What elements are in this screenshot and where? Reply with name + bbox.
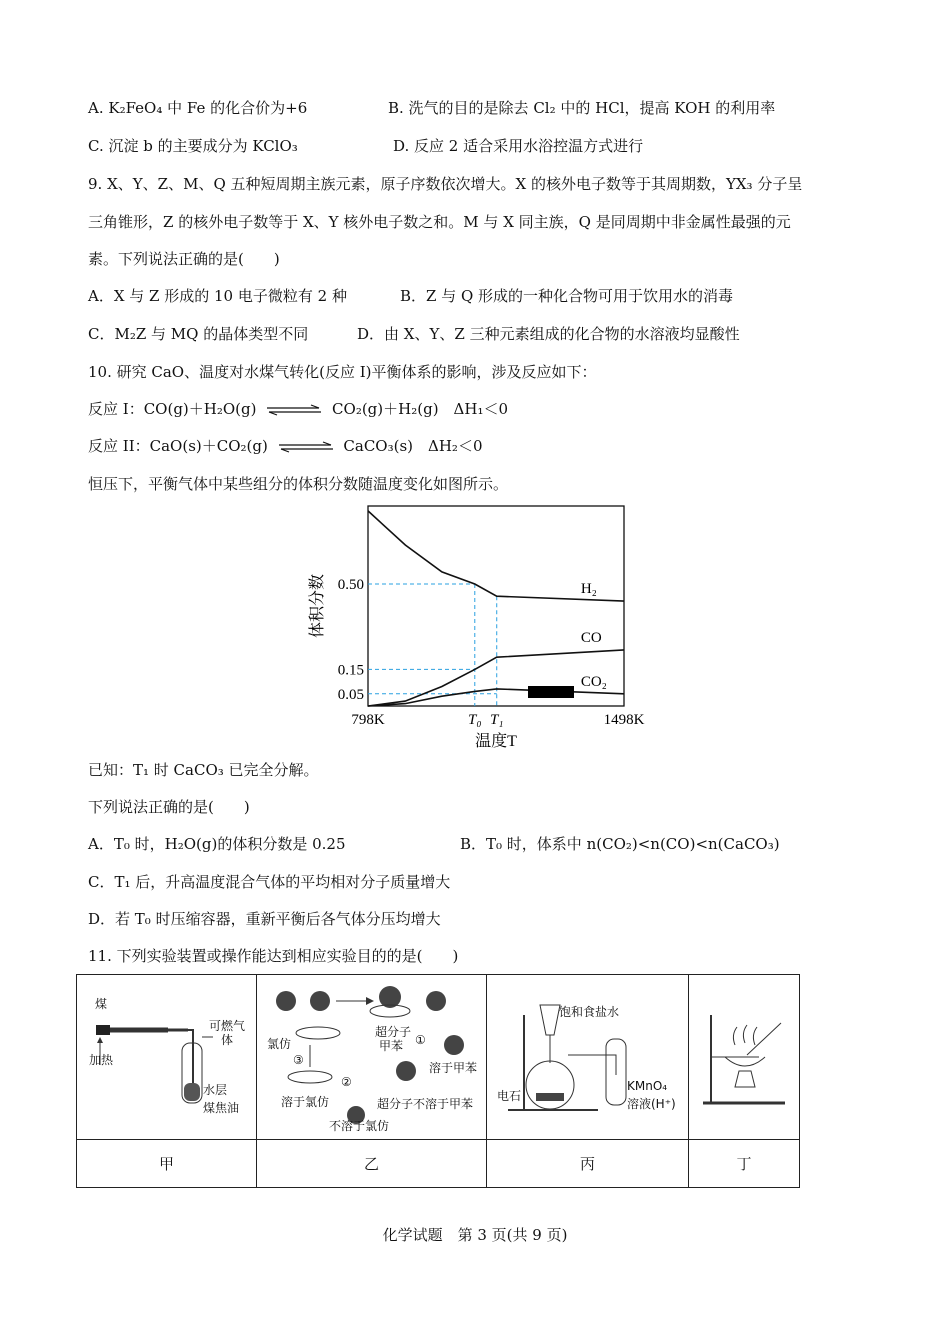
q9-option-b: B．Z 与 Q 形成的一种化合物可用于饮用水的消毒 — [400, 287, 734, 305]
volume-fraction-chart — [300, 500, 660, 760]
reaction-2-left: 反应 II：CaO(s)＋CO₂(g) — [88, 437, 268, 455]
step-1: ① — [415, 1033, 426, 1047]
q11-stem: 11. 下列实验装置或操作能达到相应实验目的的是( ) — [88, 947, 459, 965]
q10-option-c: C．T₁ 后，升高温度混合气体的平均相对分子质量增大 — [88, 873, 451, 891]
label-solution: 溶液(H⁺) — [627, 1097, 676, 1111]
label-brine: 饱和食盐水 — [559, 1005, 620, 1019]
q9-option-d: D．由 X、Y、Z 三种元素组成的化合物的水溶液均显酸性 — [357, 325, 740, 343]
y-tick-label: 0.50 — [337, 577, 364, 594]
q8-option-b: B. 洗气的目的是除去 Cl₂ 中的 HCl，提高 KOH 的利用率 — [388, 99, 776, 117]
q10-option-a: A．T₀ 时，H₂O(g)的体积分数是 0.25 — [88, 835, 346, 853]
label-chloroform: 氯仿 — [267, 1037, 292, 1051]
y-axis-label: 体积分数 — [309, 573, 326, 639]
y-tick-label: 0.05 — [337, 686, 364, 703]
x-axis-label: 温度T — [475, 733, 517, 750]
series-label: H₂ — [580, 581, 597, 598]
q10-stem: 10. 研究 CaO、温度对水煤气转化(反应 I)平衡体系的影响，涉及反应如下： — [88, 363, 597, 381]
equilibrium-arrow-icon — [277, 441, 335, 453]
q9-option-c: C．M₂Z 与 MQ 的晶体类型不同 — [88, 325, 309, 343]
x-tick-label: 798K — [351, 712, 385, 728]
label-dissolve-toluene: 溶于甲苯 — [429, 1061, 478, 1075]
cell-jia: 甲 — [77, 1140, 257, 1188]
label-gas: 可燃气体 — [208, 1019, 245, 1047]
q9-stem-3: 素。下列说法正确的是( ) — [88, 250, 280, 268]
label-tar: 煤焦油 — [203, 1101, 240, 1115]
label-toluene: 甲苯 — [379, 1039, 404, 1053]
apparatus-ding — [689, 975, 800, 1140]
label-insoluble-chloroform: 不溶于氯仿 — [329, 1119, 390, 1133]
apparatus-bing — [487, 975, 689, 1140]
page-footer: 化学试题 第 3 页(共 9 页) — [382, 1226, 568, 1244]
label-kmno4: KMnO₄ — [627, 1079, 668, 1093]
x-tick-label: T₀ — [468, 712, 482, 728]
cell-bing: 丙 — [487, 1140, 689, 1188]
experiment-table — [76, 974, 800, 1188]
q8-option-d: D. 反应 2 适合采用水浴控温方式进行 — [393, 137, 644, 155]
evaporation-diagram — [689, 975, 799, 1135]
label-dissolve-chloroform: 溶于氯仿 — [281, 1095, 330, 1109]
q9-stem-2: 三角锥形，Z 的核外电子数等于 X、Y 核外电子数之和。M 与 X 同主族，Q 是同周期中非金属性最强的元 — [88, 213, 791, 231]
q9-option-a: A．X 与 Z 形成的 10 电子微粒有 2 种 — [88, 287, 347, 305]
label-insoluble-toluene: 超分子不溶于甲苯 — [377, 1097, 474, 1111]
series-line-CO₂ — [368, 689, 624, 706]
apparatus-yi — [257, 975, 487, 1140]
label-coal: 煤 — [95, 997, 108, 1011]
cell-yi: 乙 — [257, 1140, 487, 1188]
q10-ask: 下列说法正确的是( ) — [88, 798, 250, 816]
label-supramolecule: 超分子 — [375, 1025, 412, 1039]
label-water: 水层 — [203, 1083, 228, 1097]
step-2: ② — [341, 1075, 352, 1089]
label-heat: 加热 — [89, 1053, 114, 1067]
reaction-1-right: CO₂(g)＋H₂(g) ΔH₁＜0 — [332, 400, 509, 418]
redaction-bar — [528, 686, 574, 698]
x-tick-label: 1498K — [603, 712, 645, 728]
label-calcium-carbide: 电石 — [497, 1089, 522, 1103]
q10-option-b: B．T₀ 时，体系中 n(CO₂)<n(CO)<n(CaCO₃) — [460, 835, 780, 853]
series-label: CO₂ — [580, 673, 607, 690]
q10-reaction-1 — [88, 399, 508, 419]
q8-option-c: C. 沉淀 b 的主要成分为 KClO₃ — [88, 137, 298, 155]
q8-option-a: A. K₂FeO₄ 中 Fe 的化合价为+6 — [88, 99, 308, 117]
q10-option-d: D．若 T₀ 时压缩容器，重新平衡后各气体分压均增大 — [88, 910, 441, 928]
x-tick-label: T₁ — [489, 712, 504, 728]
equilibrium-arrow-icon — [265, 404, 323, 416]
y-tick-label: 0.15 — [337, 662, 364, 679]
reaction-2-right: CaCO₃(s) ΔH₂＜0 — [343, 437, 483, 455]
step-3: ③ — [293, 1053, 304, 1067]
cell-ding: 丁 — [689, 1140, 800, 1188]
q10-reaction-2 — [88, 436, 483, 456]
apparatus-jia — [77, 975, 257, 1140]
q9-stem-1: 9. X、Y、Z、M、Q 五种短周期主族元素，原子序数依次增大。X 的核外电子数等于其周期数，YX₃ 分子呈 — [88, 175, 803, 193]
reaction-1-left: 反应 I：CO(g)＋H₂O(g) — [88, 400, 257, 418]
q10-intro: 恒压下，平衡气体中某些组分的体积分数随温度变化如图所示。 — [88, 475, 509, 493]
series-label: CO — [580, 629, 602, 646]
q10-known: 已知：T₁ 时 CaCO₃ 已完全分解。 — [88, 761, 319, 779]
